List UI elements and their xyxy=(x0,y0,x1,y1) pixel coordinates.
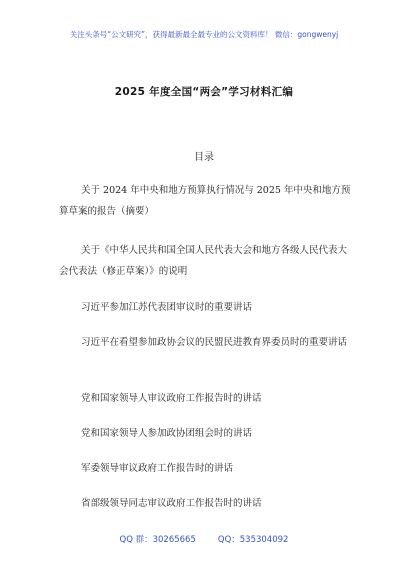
footer-qq: QQ：535304092 xyxy=(217,535,289,545)
header-banner: 关注头条号“公文研究”，获得最新最全最专业的公文资料库！ 微信：gongwenyj xyxy=(69,30,339,39)
toc-item: 关于《中华人民共和国全国人民代表大会和地方各级人民代表大会代表法（修正草案）》的说明 xyxy=(59,245,348,277)
toc-item: 军委领导审议政府工作报告时的讲话 xyxy=(81,463,234,474)
toc-item: 党和国家领导人审议政府工作报告时的讲话 xyxy=(81,393,262,404)
toc-heading: 目录 xyxy=(194,152,214,163)
toc-item: 关于 2024 年中央和地方预算执行情况与 2025 年中央和地方预算草案的报告（摘要） xyxy=(59,185,351,217)
document-title: 2025 年度全国“两会”学习材料汇编 xyxy=(114,86,294,98)
toc-item: 党和国家领导人参加政协团组会时的讲话 xyxy=(81,428,253,439)
toc-item: 习近平参加江苏代表团审议时的重要讲话 xyxy=(81,302,253,313)
toc-item: 习近平在看望参加政协会议的民盟民进教育界委员时的重要讲话 xyxy=(81,337,348,348)
footer-contact xyxy=(0,533,408,545)
footer-qq-group: QQ 群：30265665 xyxy=(119,535,196,545)
toc-item: 省部级领导同志审议政府工作报告时的讲话 xyxy=(81,498,262,509)
